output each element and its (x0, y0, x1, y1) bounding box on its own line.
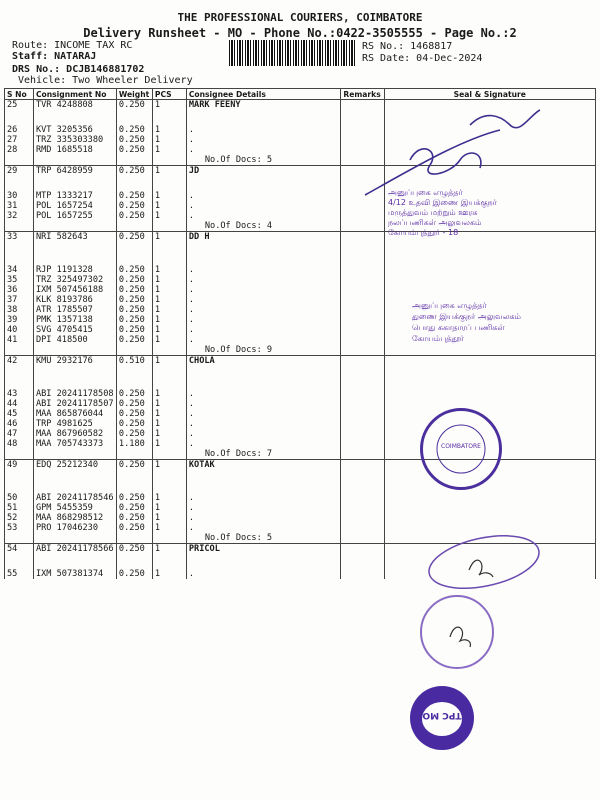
cell-consignee: . (186, 389, 340, 399)
cell-remarks (340, 315, 384, 325)
cell-weight: 0.510 (116, 356, 152, 367)
cell-pcs: 1 (152, 295, 186, 305)
cell-weight: 1.180 (116, 439, 152, 449)
cell-weight: 0.250 (116, 335, 152, 345)
cell-consignee: . (186, 211, 340, 221)
cell-sno: 25 (5, 100, 34, 111)
cell-consignment: ABI 20241178507 (33, 399, 116, 409)
docs-count-row (5, 345, 596, 356)
cell-weight: 0.250 (116, 523, 152, 533)
docs-count: No.Of Docs: 5 (186, 155, 340, 166)
rs-date: RS Date: 04-Dec-2024 (362, 53, 483, 64)
col-consignee: Consignee Details (186, 89, 340, 100)
table-row (5, 409, 596, 419)
docs-count-row (5, 221, 596, 232)
cell-consignment: IXM 507381374 (33, 569, 116, 579)
table-row (5, 419, 596, 429)
cell-pcs: 1 (152, 191, 186, 201)
cell-sno: 33 (5, 232, 34, 243)
cell-seal (384, 275, 595, 285)
cell-consignee: JD (186, 166, 340, 177)
cell-consignment: TRP 4981625 (33, 419, 116, 429)
cell-consignee: . (186, 335, 340, 345)
cell-consignment: NRI 582643 (33, 232, 116, 243)
table-row (5, 399, 596, 409)
cell-weight: 0.250 (116, 145, 152, 155)
cell-sno: 30 (5, 191, 34, 201)
cell-consignee: . (186, 493, 340, 503)
cell-consignment: DPI 418500 (33, 335, 116, 345)
cell-consignee: . (186, 145, 340, 155)
cell-pcs: 1 (152, 265, 186, 275)
cell-weight: 0.250 (116, 295, 152, 305)
cell-consignee: KOTAK (186, 460, 340, 471)
cell-consignment: GPM 5455359 (33, 503, 116, 513)
cell-sno: 36 (5, 285, 34, 295)
chola-seal: COIMBATORE (420, 408, 502, 490)
col-remarks: Remarks (340, 89, 384, 100)
col-seal: Seal & Signature (384, 89, 595, 100)
cell-consignee: . (186, 135, 340, 145)
cell-pcs: 1 (152, 389, 186, 399)
cell-pcs: 1 (152, 232, 186, 243)
tpc-seal: TPC MO (410, 686, 474, 750)
cell-sno: 43 (5, 389, 34, 399)
cell-sno: 47 (5, 429, 34, 439)
cell-remarks (340, 389, 384, 399)
cell-consignee: . (186, 201, 340, 211)
cell-consignment: ABI 20241178566 (33, 544, 116, 555)
cell-consignee: MARK FEENY (186, 100, 340, 111)
cell-weight: 0.250 (116, 460, 152, 471)
cell-consignment: TRZ 325497302 (33, 275, 116, 285)
cell-weight: 0.250 (116, 275, 152, 285)
cell-remarks (340, 503, 384, 513)
docs-count: No.Of Docs: 5 (186, 533, 340, 544)
cell-sno: 32 (5, 211, 34, 221)
cell-remarks (340, 409, 384, 419)
docs-count-row (5, 449, 596, 460)
table-row (5, 439, 596, 449)
col-consignment: Consignment No (33, 89, 116, 100)
cell-seal (384, 265, 595, 275)
table-row (5, 460, 596, 471)
runsheet-title: Delivery Runsheet - MO - Phone No.:0422-3505555 - Page No.:2 (83, 26, 517, 40)
cell-consignment: MAA 868298512 (33, 513, 116, 523)
table-header (5, 89, 596, 100)
cell-pcs: 1 (152, 419, 186, 429)
cell-remarks (340, 265, 384, 275)
staff-label: Staff: NATARAJ (12, 51, 97, 62)
cell-consignee: . (186, 275, 340, 285)
docs-count: No.Of Docs: 7 (186, 449, 340, 460)
cell-pcs: 1 (152, 399, 186, 409)
cell-weight: 0.250 (116, 389, 152, 399)
cell-consignment: TVR 4248808 (33, 100, 116, 111)
cell-consignee: . (186, 569, 340, 579)
cell-sno: 35 (5, 275, 34, 285)
cell-pcs: 1 (152, 493, 186, 503)
cell-pcs: 1 (152, 275, 186, 285)
cell-pcs: 1 (152, 201, 186, 211)
cell-pcs: 1 (152, 569, 186, 579)
tamil-stamp-2: அனுப்புகை எழுத்தர் துணை இயக்குநர் அலுவலகம் பொது சுகாதாரப் பணிகள் கோயம்புத்தூர் (412, 301, 521, 343)
cell-weight: 0.250 (116, 305, 152, 315)
cell-remarks (340, 305, 384, 315)
cell-sno: 34 (5, 265, 34, 275)
cell-remarks (340, 429, 384, 439)
cell-remarks (340, 211, 384, 221)
cell-remarks (340, 232, 384, 243)
cell-weight: 0.250 (116, 409, 152, 419)
cell-consignment: KVT 3205356 (33, 125, 116, 135)
cell-remarks (340, 419, 384, 429)
cell-pcs: 1 (152, 523, 186, 533)
cell-pcs: 1 (152, 439, 186, 449)
cell-consignment: TRZ 335303380 (33, 135, 116, 145)
cell-consignee: DD H (186, 232, 340, 243)
cell-remarks (340, 399, 384, 409)
cell-weight: 0.250 (116, 513, 152, 523)
col-sno: S No (5, 89, 34, 100)
cell-remarks (340, 275, 384, 285)
company-name: THE PROFESSIONAL COURIERS, COIMBATORE (177, 11, 423, 24)
table-row (5, 285, 596, 295)
cell-consignee: CHOLA (186, 356, 340, 367)
table-row (5, 503, 596, 513)
cell-sno: 55 (5, 569, 34, 579)
cell-pcs: 1 (152, 285, 186, 295)
cell-sno: 44 (5, 399, 34, 409)
table-row (5, 275, 596, 285)
cell-sno: 28 (5, 145, 34, 155)
table-row (5, 265, 596, 275)
rs-number: RS No.: 1468817 (362, 41, 453, 52)
cell-pcs: 1 (152, 325, 186, 335)
cell-remarks (340, 569, 384, 579)
cell-remarks (340, 439, 384, 449)
cell-weight: 0.250 (116, 201, 152, 211)
cell-remarks (340, 285, 384, 295)
cell-seal (384, 285, 595, 295)
docs-count: No.Of Docs: 9 (186, 345, 340, 356)
cell-remarks (340, 523, 384, 533)
cell-remarks (340, 493, 384, 503)
cell-weight: 0.250 (116, 419, 152, 429)
cell-consignment: TRP 6428959 (33, 166, 116, 177)
cell-consignment: IXM 507456188 (33, 285, 116, 295)
drs-number: DRS No.: DCJB146881702 (12, 64, 145, 75)
cell-consignee: . (186, 295, 340, 305)
cell-sno: 48 (5, 439, 34, 449)
cell-seal (384, 493, 595, 503)
cell-sno: 49 (5, 460, 34, 471)
table-row (5, 389, 596, 399)
cell-consignment: EDQ 25212340 (33, 460, 116, 471)
cell-consignee: . (186, 419, 340, 429)
vehicle-label: Vehicle: Two Wheeler Delivery (18, 75, 193, 86)
cell-consignment: ABI 20241178546 (33, 493, 116, 503)
cell-sno: 45 (5, 409, 34, 419)
cell-consignee: . (186, 409, 340, 419)
cell-weight: 0.250 (116, 211, 152, 221)
cell-consignment: MAA 865876044 (33, 409, 116, 419)
row-spacer (5, 242, 596, 265)
cell-remarks (340, 335, 384, 345)
cell-consignment: SVG 4705415 (33, 325, 116, 335)
cell-consignee: . (186, 523, 340, 533)
cell-weight: 0.250 (116, 232, 152, 243)
cell-weight: 0.250 (116, 166, 152, 177)
cell-remarks (340, 544, 384, 555)
cell-pcs: 1 (152, 125, 186, 135)
cell-consignment: KLK 8193786 (33, 295, 116, 305)
cell-sno: 41 (5, 335, 34, 345)
cell-weight: 0.250 (116, 493, 152, 503)
route-label: Route: INCOME TAX RC (12, 40, 133, 51)
cell-pcs: 1 (152, 356, 186, 367)
cell-sno: 27 (5, 135, 34, 145)
row-spacer (5, 470, 596, 493)
cell-pcs: 1 (152, 145, 186, 155)
cell-consignment: MAA 867960582 (33, 429, 116, 439)
cell-remarks (340, 325, 384, 335)
cell-sno: 54 (5, 544, 34, 555)
cell-pcs: 1 (152, 513, 186, 523)
cell-consignee: . (186, 399, 340, 409)
cell-pcs: 1 (152, 460, 186, 471)
cell-consignee: . (186, 191, 340, 201)
cell-sno: 26 (5, 125, 34, 135)
cell-weight: 0.250 (116, 325, 152, 335)
cell-weight: 0.250 (116, 265, 152, 275)
tamil-stamp-1: அனுப்புகை எழுத்தர் 4/12 உதவி இணை இயக்குநர் மருத்துவம் மற்றும் ஊரக நலப்பணிகள் அலுவலகம் கோயம்புத்தூர் - 18 (388, 188, 497, 237)
cell-consignment: RMD 1685518 (33, 145, 116, 155)
cell-weight: 0.250 (116, 100, 152, 111)
cell-seal (384, 356, 595, 367)
table-row (5, 493, 596, 503)
cell-seal (384, 389, 595, 399)
cell-pcs: 1 (152, 100, 186, 111)
cell-sno: 51 (5, 503, 34, 513)
cell-consignee: . (186, 125, 340, 135)
cell-sno: 37 (5, 295, 34, 305)
cell-weight: 0.250 (116, 125, 152, 135)
cell-remarks (340, 295, 384, 305)
cell-weight: 0.250 (116, 399, 152, 409)
pricol-seal (420, 595, 494, 669)
cell-consignee: . (186, 285, 340, 295)
cell-weight: 0.250 (116, 191, 152, 201)
cell-pcs: 1 (152, 211, 186, 221)
cell-consignee: . (186, 265, 340, 275)
cell-weight: 0.250 (116, 569, 152, 579)
cell-consignment: PMK 1357138 (33, 315, 116, 325)
cell-pcs: 1 (152, 166, 186, 177)
cell-pcs: 1 (152, 315, 186, 325)
table-row (5, 211, 596, 221)
cell-consignment: MTP 1333217 (33, 191, 116, 201)
cell-sno: 39 (5, 315, 34, 325)
cell-remarks (340, 513, 384, 523)
cell-consignee: . (186, 429, 340, 439)
cell-consignment: ATR 1785507 (33, 305, 116, 315)
cell-consignment: POL 1657255 (33, 211, 116, 221)
cell-consignment: ABI 20241178508 (33, 389, 116, 399)
cell-consignee: . (186, 305, 340, 315)
cell-consignee: . (186, 513, 340, 523)
cell-consignment: KMU 2932176 (33, 356, 116, 367)
cell-pcs: 1 (152, 544, 186, 555)
cell-seal (384, 399, 595, 409)
cell-consignee: . (186, 315, 340, 325)
table-row (5, 523, 596, 533)
cell-sno: 40 (5, 325, 34, 335)
cell-weight: 0.250 (116, 429, 152, 439)
table-row (5, 429, 596, 439)
cell-sno: 53 (5, 523, 34, 533)
table-row (5, 356, 596, 367)
cell-weight: 0.250 (116, 544, 152, 555)
cell-consignee: . (186, 439, 340, 449)
cell-seal (384, 503, 595, 513)
cell-weight: 0.250 (116, 135, 152, 145)
cell-sno: 29 (5, 166, 34, 177)
cell-consignee: . (186, 325, 340, 335)
cell-pcs: 1 (152, 503, 186, 513)
cell-sno: 52 (5, 513, 34, 523)
cell-pcs: 1 (152, 429, 186, 439)
cell-consignee: . (186, 503, 340, 513)
barcode (229, 40, 356, 66)
cell-consignee: PRICOL (186, 544, 340, 555)
cell-consignment: RJP 1191328 (33, 265, 116, 275)
cell-sno: 31 (5, 201, 34, 211)
table-row (5, 232, 596, 243)
cell-sno: 42 (5, 356, 34, 367)
col-weight: Weight (116, 89, 152, 100)
cell-weight: 0.250 (116, 503, 152, 513)
cell-pcs: 1 (152, 305, 186, 315)
cell-sno: 46 (5, 419, 34, 429)
cell-seal (384, 513, 595, 523)
cell-remarks (340, 356, 384, 367)
cell-seal (384, 523, 595, 533)
col-pcs: PCS (152, 89, 186, 100)
kotak-stamp (424, 535, 544, 590)
cell-remarks (340, 460, 384, 471)
cell-weight: 0.250 (116, 285, 152, 295)
cell-consignment: POL 1657254 (33, 201, 116, 211)
cell-weight: 0.250 (116, 315, 152, 325)
docs-count: No.Of Docs: 4 (186, 221, 340, 232)
cell-consignment: PRO 17046230 (33, 523, 116, 533)
table-row (5, 513, 596, 523)
cell-pcs: 1 (152, 409, 186, 419)
cell-sno: 38 (5, 305, 34, 315)
cell-consignment: MAA 705743373 (33, 439, 116, 449)
cell-pcs: 1 (152, 335, 186, 345)
row-spacer (5, 366, 596, 389)
cell-sno: 50 (5, 493, 34, 503)
cell-pcs: 1 (152, 135, 186, 145)
